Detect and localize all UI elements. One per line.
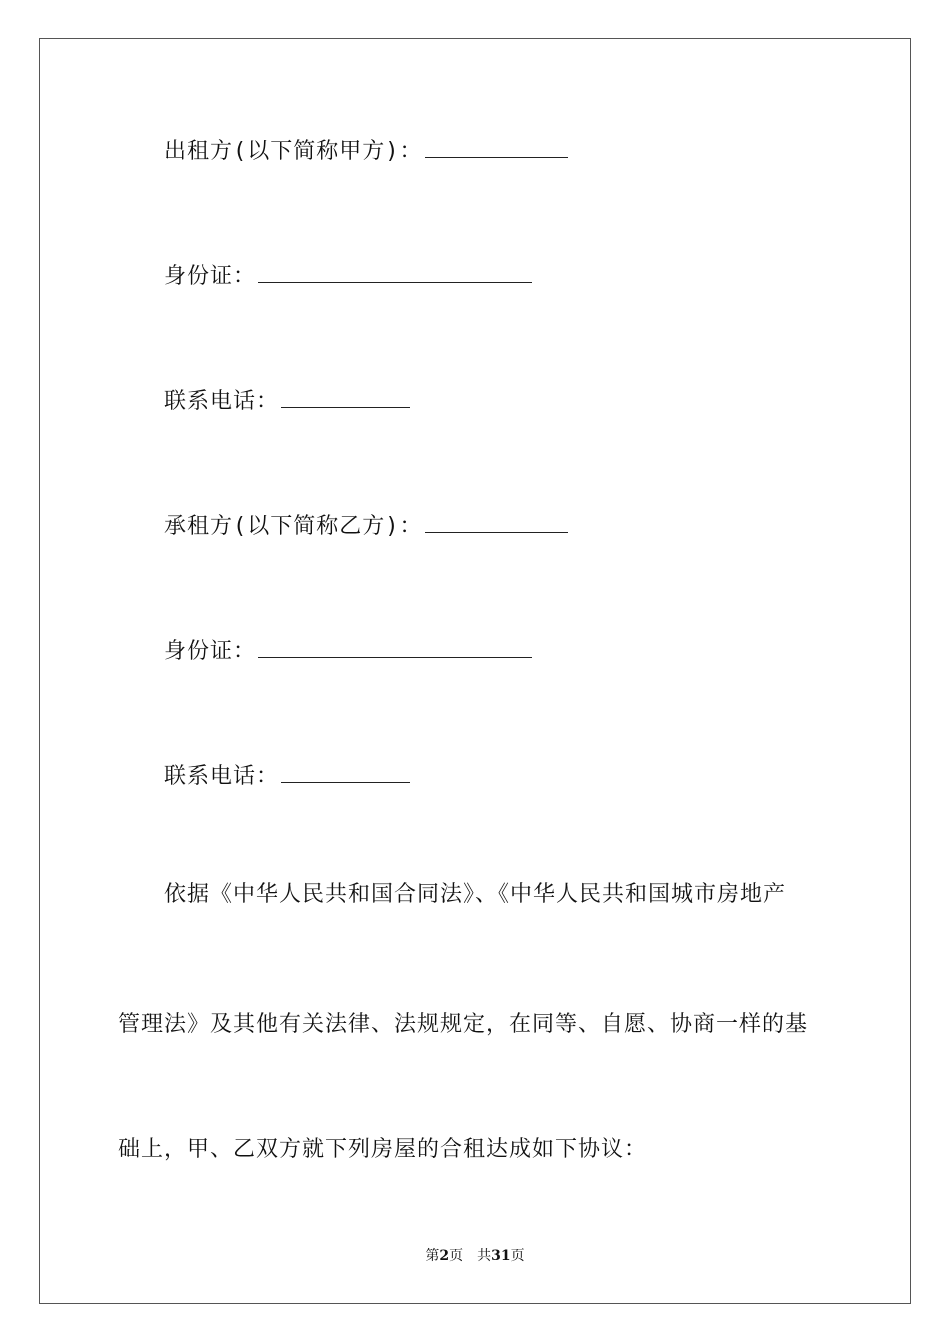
field-label: 联系电话： <box>164 389 280 414</box>
blank-line[interactable] <box>425 510 568 533</box>
footer-page-suffix: 页 <box>449 1248 464 1264</box>
footer-total-pages: 31 <box>491 1248 511 1264</box>
footer-total-prefix: 共 <box>477 1248 492 1264</box>
blank-line[interactable] <box>425 135 568 158</box>
blank-line[interactable] <box>258 260 532 283</box>
blank-line[interactable] <box>281 760 410 783</box>
field-label: 联系电话： <box>164 764 280 789</box>
field-label: 承租方(以下简称乙方)： <box>164 514 423 539</box>
paragraph-line-1: 依据《中华人民共和国合同法》、《中华人民共和国城市房地产 <box>164 882 787 907</box>
field-lessor-phone <box>164 385 410 417</box>
field-label: 身份证： <box>164 639 257 664</box>
footer-total-suffix: 页 <box>510 1248 525 1264</box>
blank-line[interactable] <box>258 635 532 658</box>
page-border <box>39 38 911 1304</box>
field-lessee <box>164 510 568 542</box>
field-lessee-id <box>164 635 532 667</box>
blank-line[interactable] <box>281 385 410 408</box>
page-footer <box>0 1246 950 1266</box>
paragraph-line-2: 管理法》及其他有关法律、法规规定，在同等、自愿、协商一样的基 <box>118 1012 809 1037</box>
footer-page-prefix: 第 <box>425 1248 440 1264</box>
field-label: 身份证： <box>164 264 257 289</box>
footer-page-number: 2 <box>439 1248 450 1264</box>
field-label: 出租方(以下简称甲方)： <box>164 139 423 164</box>
paragraph-line-3: 础上，甲、乙双方就下列房屋的合租达成如下协议： <box>118 1137 648 1162</box>
field-lessor <box>164 135 568 167</box>
field-lessor-id <box>164 260 532 292</box>
field-lessee-phone <box>164 760 410 792</box>
